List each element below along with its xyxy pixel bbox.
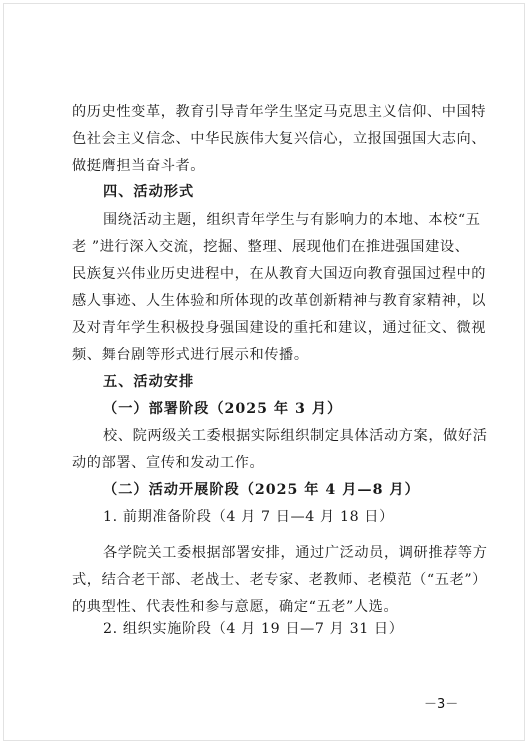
step-1-line-3: 的典型性、代表性和参与意愿，确定“五老”人选。 [72,599,399,615]
section-4-line-3: 民族复兴伟业历史进程中，在从教育大国迈向教育强国过程中的 [72,266,487,282]
section-4-line-2: 老 ”进行深入交流，挖掘、整理、展现他们在推进强国建设、 [72,239,470,255]
step-1-line-1: 各学院关工委根据部署安排，通过广泛动员，调研推荐等方 [103,545,488,561]
stage-1-heading: （一）部署阶段（2025 年 3 月） [103,401,343,417]
section-4-line-5: 及对青年学生积极投身强国建设的重托和建议，通过征文、微视 [72,320,487,336]
intro-line-3: 做挺膺担当奋斗者。 [72,158,206,174]
step-1-heading: 1. 前期准备阶段（4 月 7 日—4 月 18 日） [103,509,394,525]
stage-2-heading: （二）活动开展阶段（2025 年 4 月—8 月） [103,482,420,498]
section-4-line-4: 感人事迹、人生体验和所体现的改革创新精神与教育家精神，以 [72,293,487,309]
section-5-heading: 五、活动安排 [103,374,195,390]
intro-line-2: 色社会主义信念、中华民族伟大复兴信心，立报国强国大志向、 [72,131,487,147]
section-4-heading: 四、活动形式 [103,184,195,200]
section-4-line-1: 围绕活动主题，组织青年学生与有影响力的本地、本校“五 [103,212,481,228]
step-2-heading: 2. 组织实施阶段（4 月 19 日—7 月 31 日） [103,621,404,637]
step-1-line-2: 式，结合老干部、老战士、老专家、老教师、老模范（“五老”） [72,572,487,588]
stage-1-line-2: 动的部署、宣传和发动工作。 [72,455,265,471]
page-number: －3－ [424,697,459,712]
section-4-line-6: 频、舞台剧等形式进行展示和传播。 [72,347,309,363]
intro-line-1: 的历史性变革，教育引导青年学生坚定马克思主义信仰、中国特 [72,104,487,120]
stage-1-line-1: 校、院两级关工委根据实际组织制定具体活动方案，做好活 [103,428,488,444]
